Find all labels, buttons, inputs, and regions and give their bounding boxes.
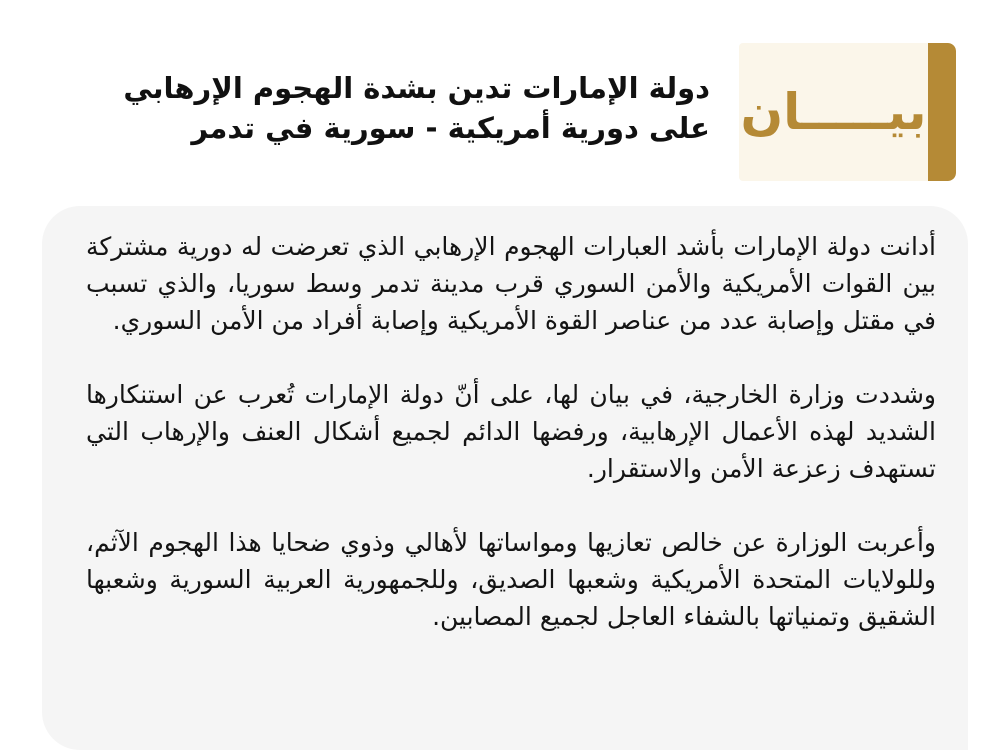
paragraph-condolences: وأعربت الوزارة عن خالص تعازيها ومواساتها لأهالي وذوي ضحايا هذا الهجوم الآثم، وللولايات المتحدة الأمريكية وشعبها الصديق، وللجمهورية العربية السورية وشعبها الشقيق وتمنياتها بالشفاء العاجل لجميع المصابين. bbox=[86, 528, 936, 631]
statement-badge bbox=[739, 43, 956, 181]
statement-body-card bbox=[42, 206, 968, 750]
page-title: دولة الإمارات تدين بشدة الهجوم الإرهابي على دورية أمريكية - سورية في تدمر bbox=[123, 71, 710, 145]
badge-accent-bar bbox=[928, 43, 956, 181]
badge-label: بيـــــان bbox=[740, 83, 927, 141]
paragraph-foreign-ministry: وشددت وزارة الخارجية، في بيان لها، على أنّ دولة الإمارات تُعرب عن استنكارها الشديد لهذه الأعمال الإرهابية، ورفضها الدائم لجميع أشكال العنف والإرهاب التي تستهدف زعزعة الأمن والاستقرار. bbox=[86, 380, 936, 483]
paragraph-condemnation: أدانت دولة الإمارات بأشد العبارات الهجوم الإرهابي الذي تعرضت له دورية مشتركة بين القوات الأمريكية والأمن السوري قرب مدينة تدمر وسط سوريا، والذي تسبب في مقتل وإصابة عدد من عناصر القوة الأمريكية وإصابة أفراد من الأمن السوري. bbox=[86, 232, 936, 335]
